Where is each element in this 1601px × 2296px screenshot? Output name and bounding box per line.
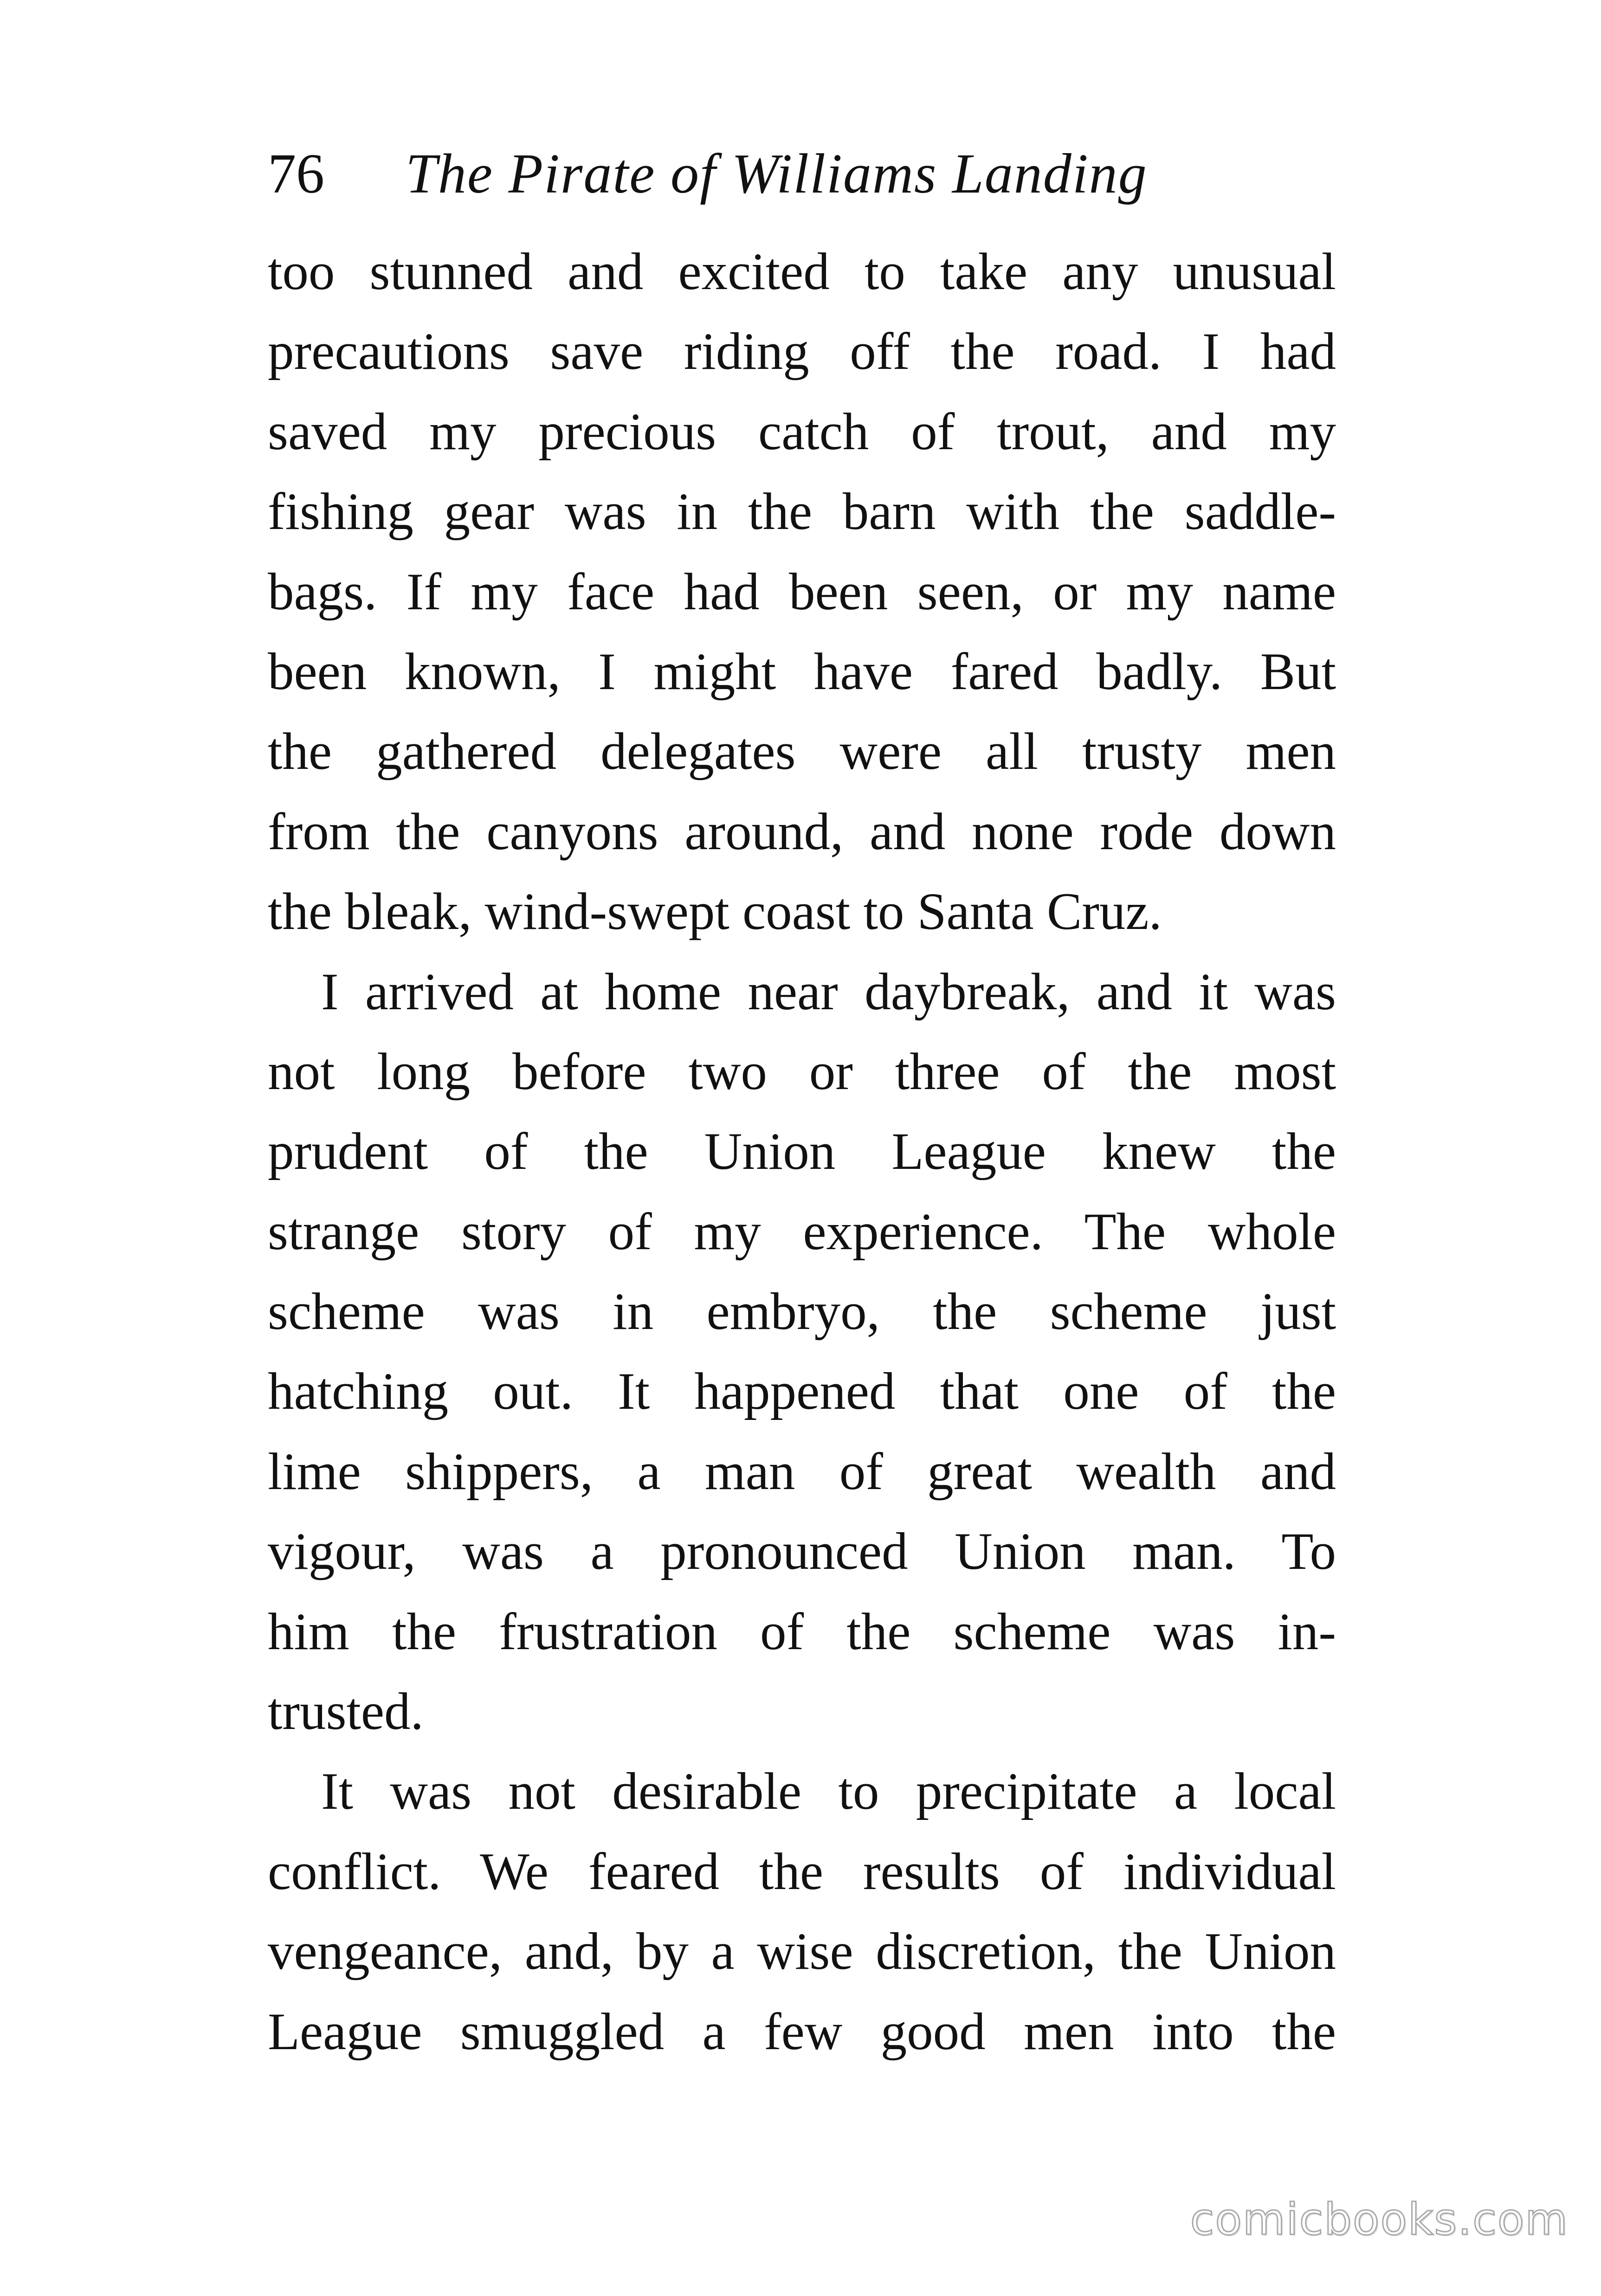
text-line: too stunned and excited to take any unusual [268, 243, 1336, 301]
text-line: conflict. We feared the results of individual [268, 1842, 1336, 1901]
text-line: I arrived at home near daybreak, and it was [321, 962, 1336, 1021]
paragraph-2 [268, 952, 1336, 1752]
text-line: the gathered delegates were all trusty men [268, 722, 1336, 781]
text-line: from the canyons around, and none rode down [268, 802, 1336, 861]
text-line: It was not desirable to precipitate a local [321, 1762, 1336, 1821]
text-line: vengeance, and, by a wise discretion, the Union [268, 1922, 1336, 1981]
text-line: not long before two or three of the most [268, 1042, 1336, 1101]
text-line: League smuggled a few good men into the [268, 2002, 1336, 2061]
paragraph-1 [268, 232, 1336, 952]
text-line: him the frustration of the scheme was in- [268, 1602, 1336, 1661]
text-line: scheme was in embryo, the scheme just [268, 1283, 1336, 1341]
paragraph-3 [268, 1752, 1336, 2072]
text-line: strange story of my experience. The whole [268, 1202, 1336, 1261]
text-line: fishing gear was in the barn with the saddle- [268, 483, 1336, 541]
text-line: hatching out. It happened that one of the [268, 1362, 1336, 1421]
text-line: saved my precious catch of trout, and my [268, 402, 1336, 461]
text-line: vigour, was a pronounced Union man. To [268, 1522, 1336, 1581]
text-line: bags. If my face had been seen, or my name [268, 562, 1336, 621]
text-line: precautions save riding off the road. I had [268, 322, 1336, 381]
text-line: the bleak, wind-swept coast to Santa Cruz. [268, 883, 1162, 941]
text-line: trusted. [268, 1683, 424, 1741]
text-line: lime shippers, a man of great wealth and [268, 1442, 1336, 1501]
text-line: prudent of the Union League knew the [268, 1122, 1336, 1181]
book-title: The Pirate of Williams Landing [406, 142, 1148, 205]
running-head [268, 139, 1335, 209]
text-line: been known, I might have fared badly. But [268, 642, 1336, 701]
body-text [268, 232, 1336, 2116]
site-watermark: comicbooks.com [1190, 2194, 1569, 2245]
page-number: 76 [268, 142, 324, 205]
